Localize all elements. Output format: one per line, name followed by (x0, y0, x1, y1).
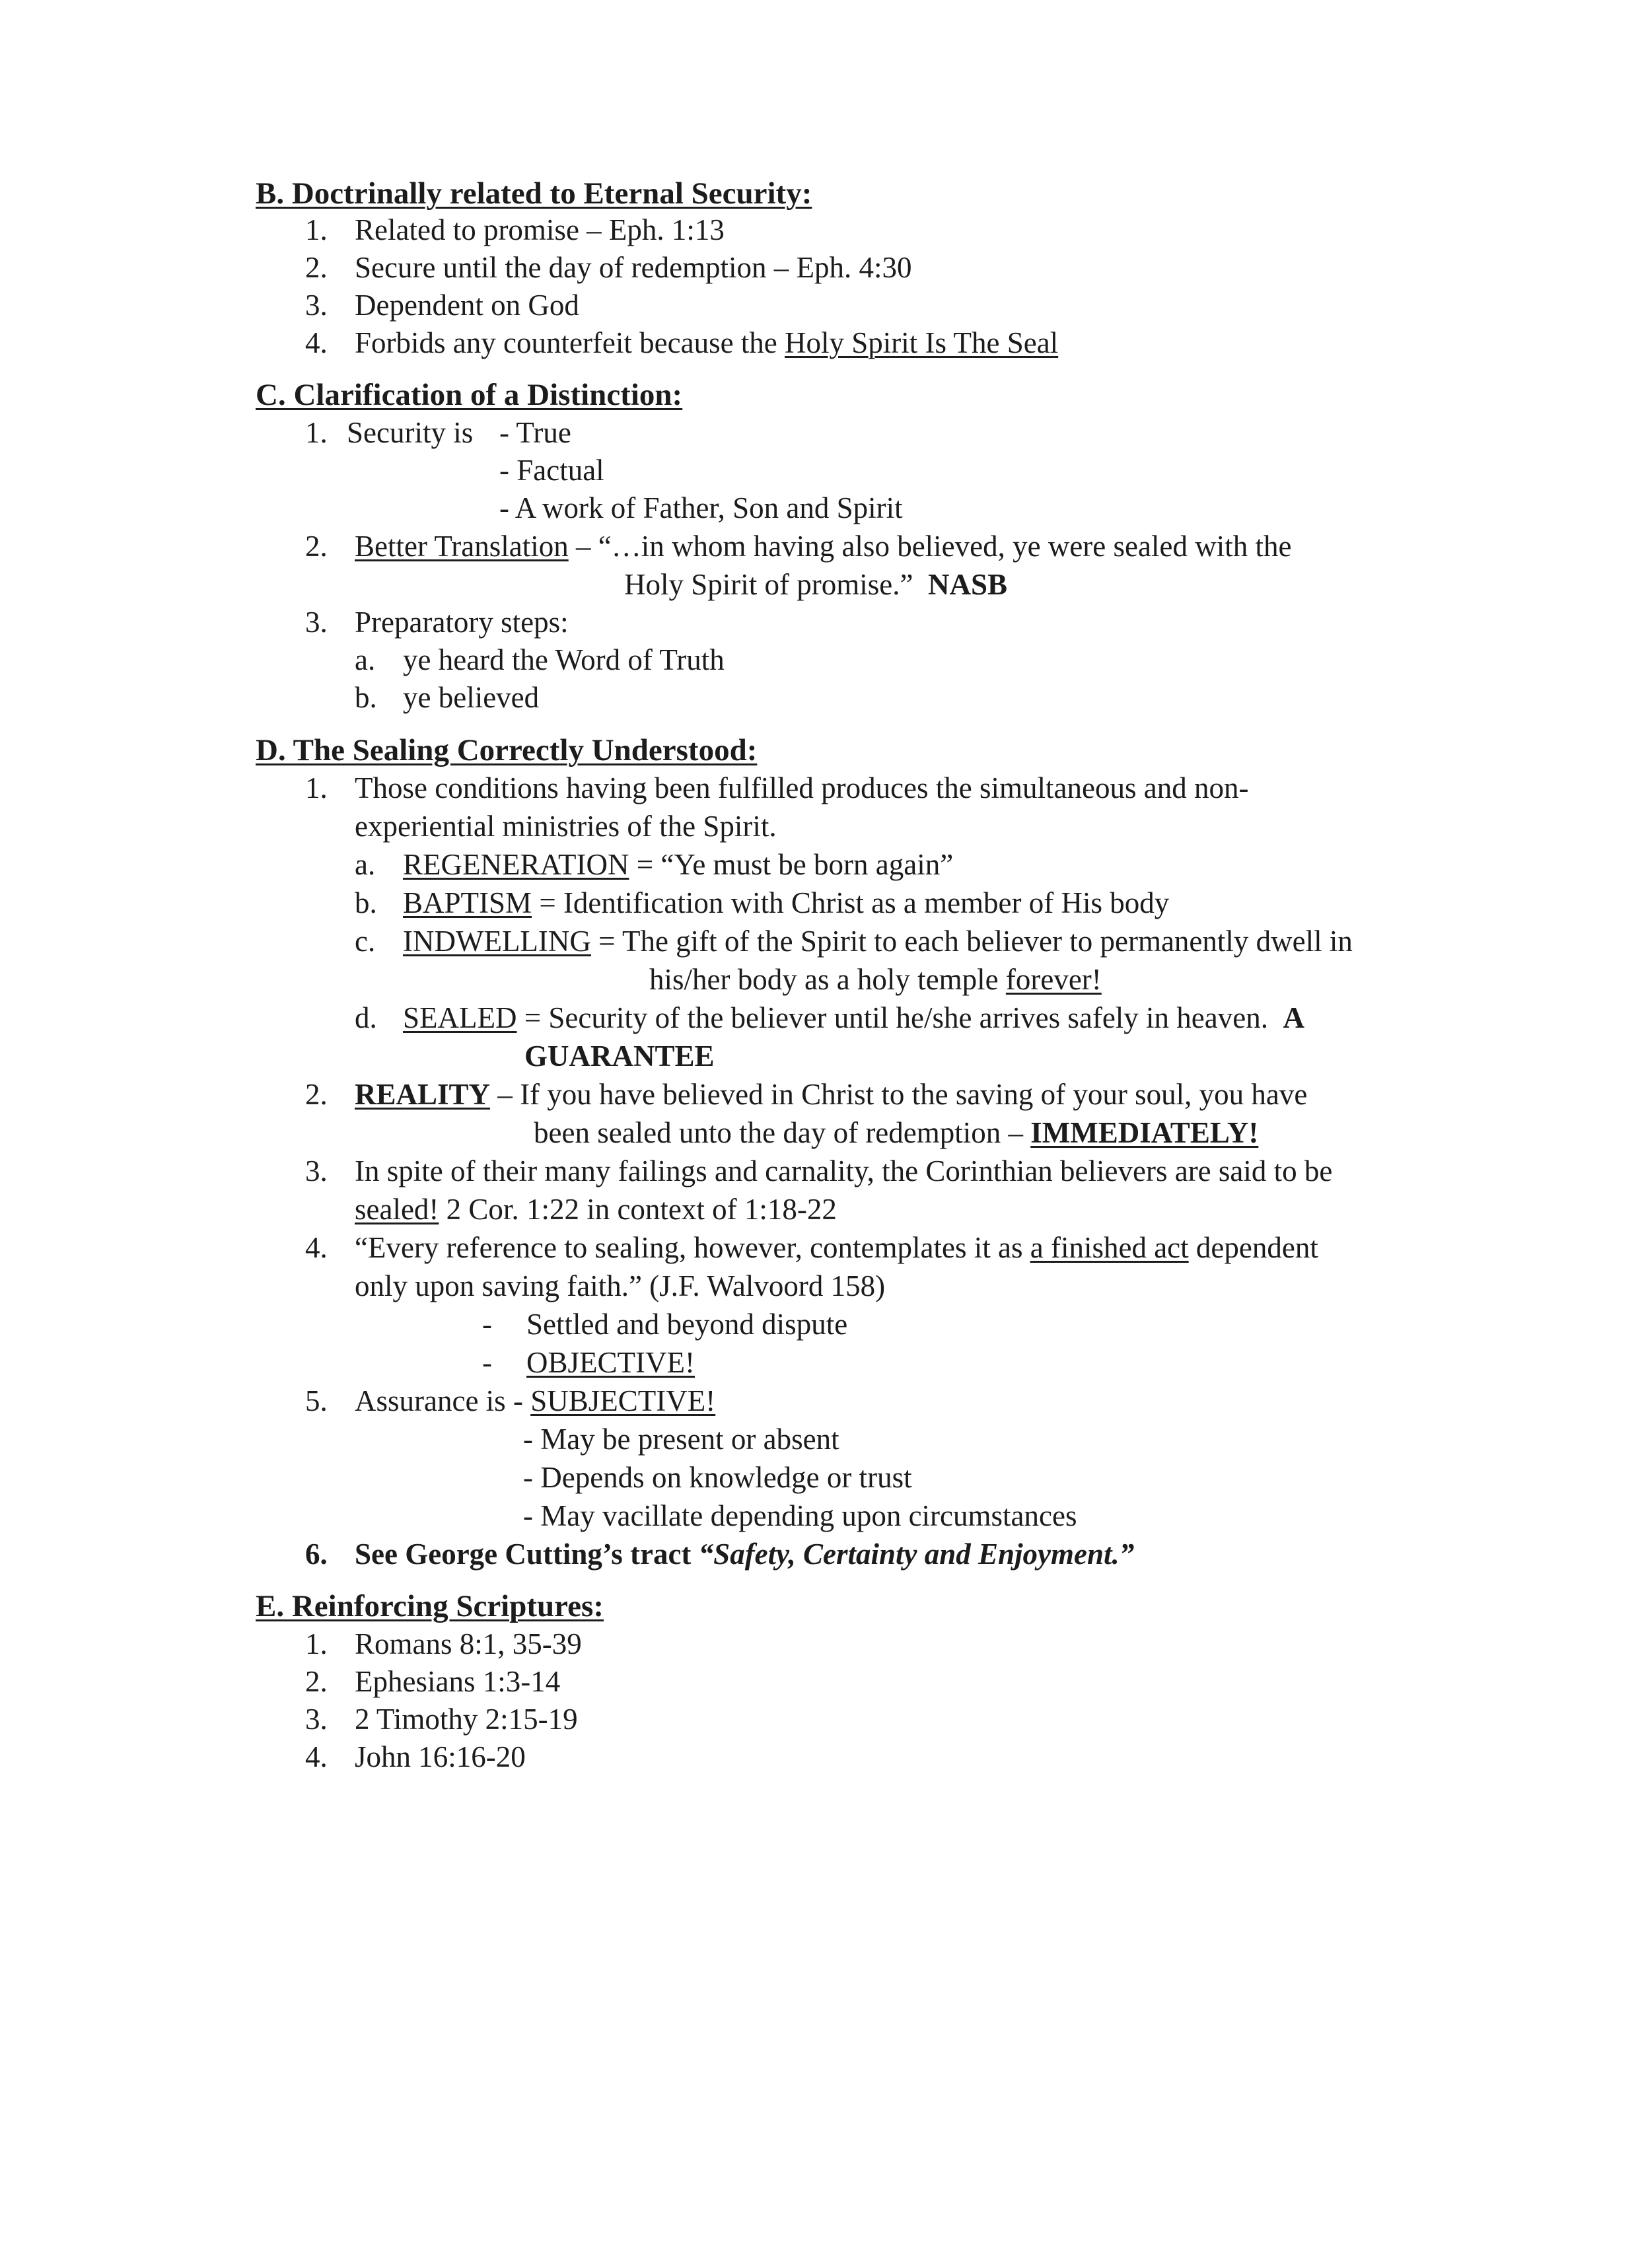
sealed-term: SEALED (403, 1001, 517, 1034)
d-1d-letter: d. (355, 1001, 377, 1034)
e-item-1-text: Romans 8:1, 35-39 (355, 1627, 582, 1660)
d-1d (403, 999, 1304, 1036)
indwelling-text: = The gift of the Spirit to each believer to permanently dwell in (590, 925, 1353, 958)
section-c-heading: C. Clarification of a Distinction: (256, 378, 683, 412)
c-item-1-label: Security is (347, 416, 474, 449)
b-item-3-text: Dependent on God (355, 289, 579, 322)
section-d-heading: D. The Sealing Correctly Understood: (256, 733, 758, 767)
c-item-3b-letter: b. (355, 681, 377, 714)
walvoord-quote-2: dependent (1188, 1231, 1318, 1264)
b-item-2-text: Secure until the day of redemption – Eph. 4:30 (355, 251, 912, 284)
assurance-vacillate: - May vacillate depending upon circumstances (523, 1499, 1077, 1532)
c-item-1-work: - A work of Father, Son and Spirit (499, 491, 903, 524)
d-item-4-line1 (355, 1229, 1318, 1266)
objective-text: OBJECTIVE! (526, 1346, 695, 1379)
d-item-1-line1: Those conditions having been fulfilled produces the simultaneous and non- (355, 771, 1249, 804)
d-item-1-line2: experiential ministries of the Spirit. (355, 810, 777, 843)
b-item-2-num: 2. (305, 251, 328, 284)
forever-text: forever! (1005, 963, 1102, 996)
b-item-1-num: 1. (305, 213, 328, 246)
d-1c-letter: c. (355, 925, 376, 958)
assurance-label: Assurance is - (355, 1384, 531, 1417)
c-item-3b-text: ye believed (403, 681, 540, 714)
finished-act-text: a finished act (1030, 1231, 1189, 1264)
holy-spirit-seal-text: Holy Spirit Is The Seal (785, 326, 1059, 359)
d-1c (403, 923, 1353, 960)
c-item-2-line2 (624, 566, 1007, 603)
d-1b-letter: b. (355, 886, 377, 919)
regeneration-term: REGENERATION (403, 848, 629, 881)
b-item-1-text: Related to promise – Eph. 1:13 (355, 213, 725, 246)
indwelling-text-2: his/her body as a holy temple (649, 963, 1006, 996)
tract-title: “Safety, Certainty and Enjoyment.” (698, 1538, 1135, 1571)
c-item-2-quote: – “…in whom having also believed, ye were sealed with the (568, 530, 1292, 563)
c-item-3a-text: ye heard the Word of Truth (403, 643, 725, 676)
e-item-3-num: 3. (305, 1703, 328, 1736)
d-item-6 (355, 1536, 1134, 1573)
c-item-1-factual: - Factual (499, 454, 604, 487)
c-item-3-num: 3. (305, 606, 328, 639)
d-item-2 (355, 1076, 1307, 1113)
d-item-2-line2 (534, 1114, 1258, 1151)
guarantee-text: GUARANTEE (524, 1040, 715, 1073)
c-item-2-num: 2. (305, 530, 328, 563)
indwelling-term: INDWELLING (403, 925, 591, 958)
d-item-1-num: 1. (305, 771, 328, 804)
d-1c-line2 (649, 961, 1102, 998)
d-4-dash-1: - (482, 1308, 492, 1341)
subjective-text: SUBJECTIVE! (530, 1384, 716, 1417)
better-translation-label: Better Translation (355, 530, 569, 563)
section-e-heading: E. Reinforcing Scriptures: (256, 1589, 604, 1623)
walvoord-quote: “Every reference to sealing, however, contemplates it as (355, 1231, 1030, 1264)
e-item-3-text: 2 Timothy 2:15-19 (355, 1703, 578, 1736)
settled-text: Settled and beyond dispute (526, 1308, 848, 1341)
regeneration-text: = “Ye must be born again” (629, 848, 954, 881)
d-item-3-num: 3. (305, 1154, 328, 1187)
b-item-4 (355, 324, 1058, 361)
d-1b (403, 884, 1169, 921)
d-1a (403, 846, 953, 883)
assurance-depends: - Depends on knowledge or trust (523, 1461, 912, 1494)
c-item-2 (355, 528, 1291, 565)
reality-text: – If you have believed in Christ to the saving of your soul, you have (490, 1078, 1308, 1111)
tract-text: See George Cutting’s tract (355, 1538, 699, 1571)
d-item-3-line1: In spite of their many failings and carnality, the Corinthian believers are said to be (355, 1154, 1333, 1187)
reality-term: REALITY (355, 1078, 491, 1111)
e-item-2-text: Ephesians 1:3-14 (355, 1665, 561, 1698)
sealed-exclaim: sealed! (355, 1193, 439, 1226)
b-item-4-text: Forbids any counterfeit because the (355, 326, 785, 359)
b-item-3-num: 3. (305, 289, 328, 322)
sealed-text: = Security of the believer until he/she arrives safely in heaven. (516, 1001, 1268, 1034)
c-item-2-quote-end: Holy Spirit of promise.” (624, 568, 913, 601)
immediately-text: IMMEDIATELY! (1030, 1116, 1259, 1149)
c-item-1-true: - True (499, 416, 571, 449)
d-item-4-line2: only upon saving faith.” (J.F. Walvoord 158) (355, 1269, 886, 1302)
nasb-label: NASB (927, 568, 1008, 601)
d-item-4-num: 4. (305, 1231, 328, 1264)
c-item-3-text: Preparatory steps: (355, 606, 569, 639)
d-4-dash-2: - (482, 1346, 492, 1379)
d-item-6-num: 6. (305, 1538, 328, 1571)
d-item-3-line2 (355, 1191, 837, 1228)
cor-reference: 2 Cor. 1:22 in context of 1:18-22 (439, 1193, 837, 1226)
c-item-1-num: 1. (305, 416, 328, 449)
section-b-heading: B. Doctrinally related to Eternal Security: (256, 176, 812, 211)
d-item-5-num: 5. (305, 1384, 328, 1417)
baptism-term: BAPTISM (403, 886, 532, 919)
e-item-4-num: 4. (305, 1740, 328, 1773)
e-item-1-num: 1. (305, 1627, 328, 1660)
d-item-5 (355, 1382, 715, 1419)
d-item-2-num: 2. (305, 1078, 328, 1111)
e-item-4-text: John 16:16-20 (355, 1740, 526, 1773)
reality-text-2: been sealed unto the day of redemption – (534, 1116, 1031, 1149)
c-item-3a-letter: a. (355, 643, 376, 676)
b-item-4-num: 4. (305, 326, 328, 359)
assurance-present: - May be present or absent (523, 1423, 839, 1456)
d-1a-letter: a. (355, 848, 376, 881)
baptism-text: = Identification with Christ as a member of His body (532, 886, 1170, 919)
sealed-a: A (1283, 1001, 1304, 1034)
e-item-2-num: 2. (305, 1665, 328, 1698)
